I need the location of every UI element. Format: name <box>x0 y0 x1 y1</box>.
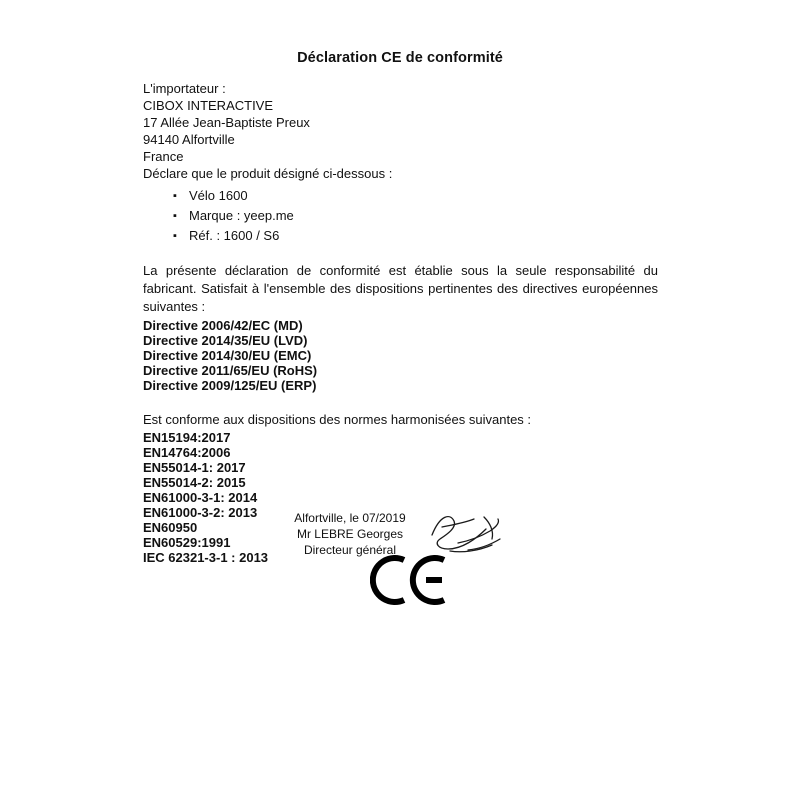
directive-item: Directive 2006/42/EC (MD) <box>143 318 303 333</box>
signer-title: Directeur général <box>303 543 397 557</box>
norm-item: IEC 62321-3-1 : 2013 <box>143 550 269 565</box>
address-street: 17 Allée Jean-Baptiste Preux <box>143 115 310 130</box>
norm-item: EN61000-3-1: 2014 <box>143 490 258 505</box>
page-title: Déclaration CE de conformité <box>297 50 503 66</box>
norm-item: EN55014-1: 2017 <box>143 460 246 475</box>
signature-place-date: Alfortville, le 07/2019 <box>294 511 406 525</box>
list-item: ▪ Réf. : 1600 / S6 <box>143 226 658 246</box>
directive-item: Directive 2009/125/EU (ERP) <box>143 378 317 393</box>
directive-item: Directive 2011/65/EU (RoHS) <box>143 363 318 378</box>
signer-name: Mr LEBRE Georges <box>296 527 404 541</box>
norm-item: EN55014-2: 2015 <box>143 475 246 490</box>
directive-item: Directive 2014/30/EU (EMC) <box>143 348 312 363</box>
norm-item: EN14764:2006 <box>143 445 231 460</box>
signature-block <box>250 510 450 558</box>
directives-list <box>143 318 658 393</box>
declares-label: Déclare que le produit désigné ci-dessous : <box>143 166 393 181</box>
norm-item: EN60529:1991 <box>143 535 231 550</box>
list-item: ▪ Marque : yeep.me <box>143 206 658 226</box>
address-country: France <box>143 149 184 164</box>
address-city: 94140 Alfortville <box>143 132 235 147</box>
ce-mark-icon <box>370 552 450 608</box>
norms-intro: Est conforme aux dispositions des normes harmonisées suivantes : <box>143 412 532 427</box>
document-body <box>143 80 658 565</box>
company-name: CIBOX INTERACTIVE <box>143 98 274 113</box>
importer-label: L'importateur : <box>143 81 226 96</box>
norm-item: EN60950 <box>143 520 198 535</box>
product-list <box>143 186 658 246</box>
list-item: ▪ Vélo 1600 <box>143 186 658 206</box>
conformity-statement: La présente déclaration de conformité est établie sous la seule responsabilité du fabricant. Satisfait à l'ensemble des dispositions pertinentes des directives européennes suivantes : <box>143 263 658 314</box>
norm-item: EN15194:2017 <box>143 430 231 445</box>
norm-item: EN61000-3-2: 2013 <box>143 505 258 520</box>
directive-item: Directive 2014/35/EU (LVD) <box>143 333 308 348</box>
